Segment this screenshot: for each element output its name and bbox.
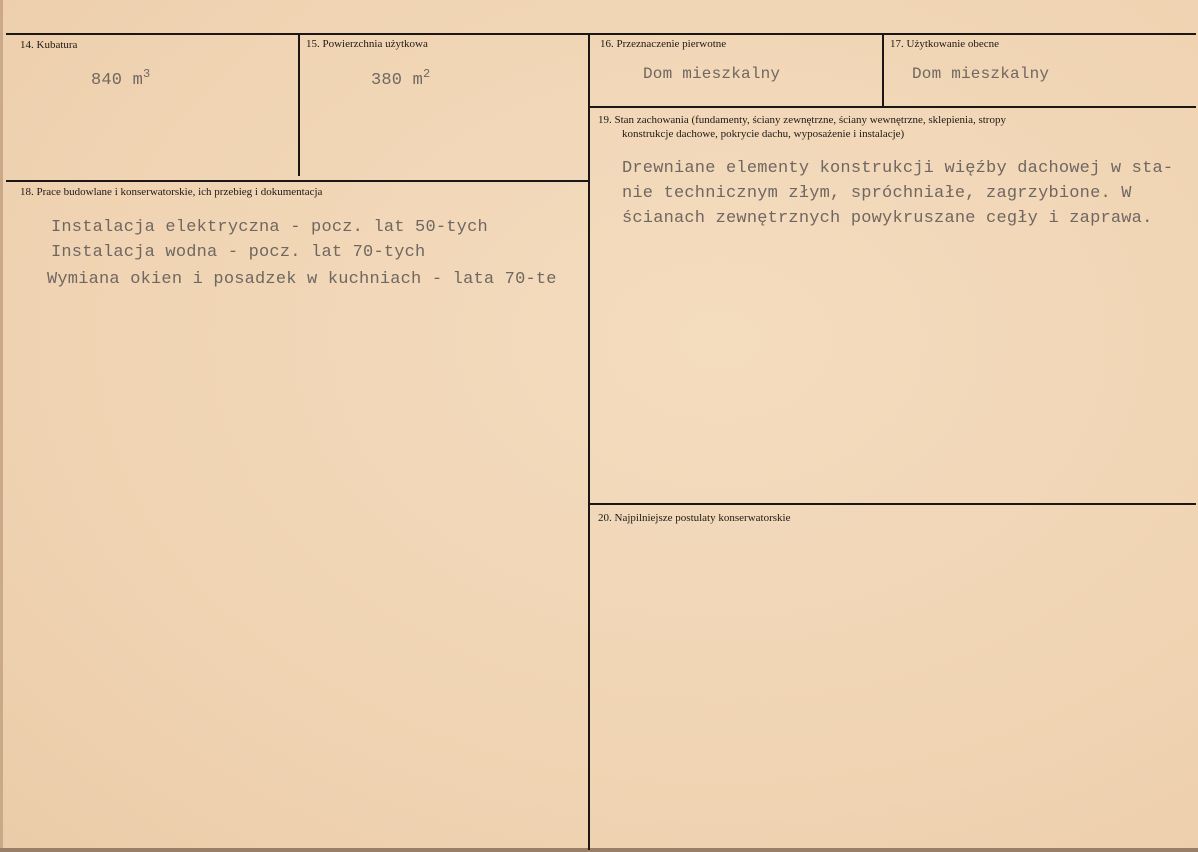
field-16-value: Dom mieszkalny xyxy=(643,65,781,83)
field-19-label-line-1: 19. Stan zachowania (fundamenty, ściany zewnętrzne, ściany wewnętrzne, sklepienia, stropy xyxy=(598,114,1006,126)
field-19-label-line-2: konstrukcje dachowe, pokrycie dachu, wyposażenie i instalacje) xyxy=(622,128,905,140)
field-15-exponent: 2 xyxy=(423,67,431,81)
divider-16-17 xyxy=(882,34,884,106)
field-19-line-1: Drewniane elementy konstrukcji więźby dachowej w sta- xyxy=(622,159,1174,178)
top-rule xyxy=(6,33,1196,35)
field-15-label: 15. Powierzchnia użytkowa xyxy=(306,38,428,50)
rule-under-16-17 xyxy=(590,106,1196,108)
rule-under-19 xyxy=(590,503,1196,505)
field-14-value xyxy=(91,62,150,94)
divider-14-15 xyxy=(298,34,300,176)
field-19-line-3: ścianach zewnętrznych powykruszane cegły i zaprawa. xyxy=(622,209,1153,228)
rule-under-14-15 xyxy=(6,180,590,182)
field-18-label: 18. Prace budowlane i konserwatorskie, ich przebieg i dokumentacja xyxy=(20,186,323,198)
field-18-line-2: Instalacja wodna - pocz. lat 70-tych xyxy=(51,243,426,262)
field-15-number: 380 m xyxy=(371,71,424,90)
field-17-label: 17. Użytkowanie obecne xyxy=(890,38,1000,50)
card-edge xyxy=(0,0,3,852)
field-18-line-3: Wymiana okien i posadzek w kuchniach - lata 70-te xyxy=(47,270,557,289)
field-14-number: 840 m xyxy=(91,71,144,90)
card-bottom-edge xyxy=(0,848,1198,852)
field-17-value: Dom mieszkalny xyxy=(912,65,1050,83)
field-16-label: 16. Przeznaczenie pierwotne xyxy=(600,38,727,50)
field-14-label: 14. Kubatura xyxy=(20,39,78,51)
field-15-value xyxy=(371,62,430,94)
field-20-label: 20. Najpilniejsze postulaty konserwatorskie xyxy=(598,512,791,524)
field-18-line-1: Instalacja elektryczna - pocz. lat 50-tych xyxy=(51,218,488,237)
main-divider xyxy=(588,34,590,850)
field-14-exponent: 3 xyxy=(143,67,151,81)
field-19-line-2: nie technicznym złym, spróchniałe, zagrzybione. W xyxy=(622,184,1132,203)
